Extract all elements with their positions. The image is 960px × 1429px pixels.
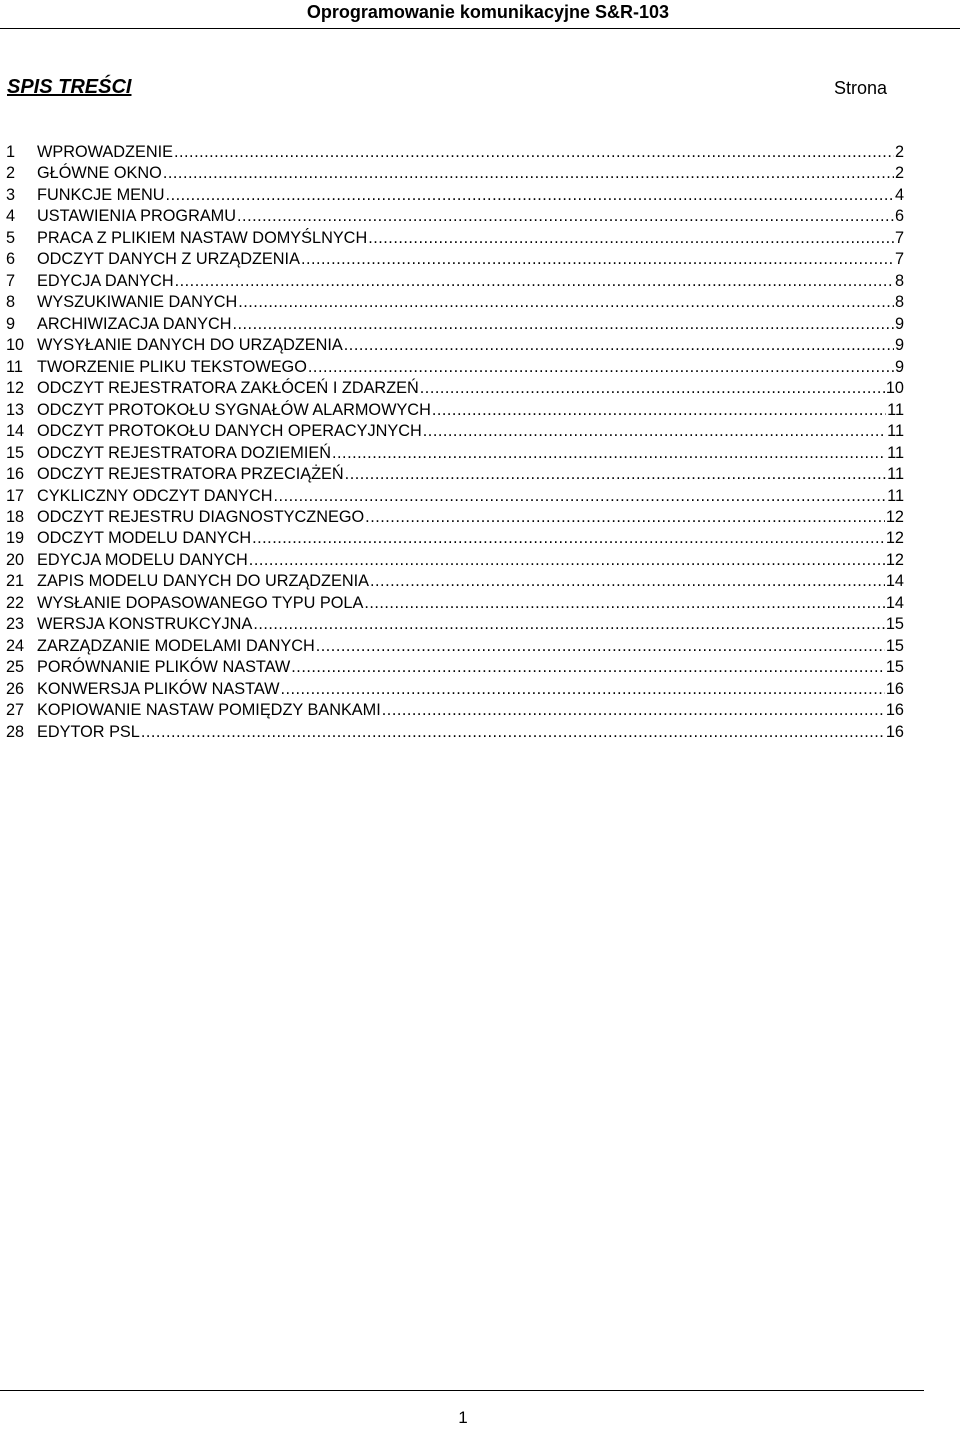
toc-entry-page: 7 bbox=[894, 228, 904, 247]
toc-entry[interactable] bbox=[6, 400, 904, 421]
toc-entry-title: ODCZYT MODELU DANYCH bbox=[37, 529, 252, 548]
toc-entry-leader bbox=[253, 614, 885, 635]
toc-entry-title: ODCZYT REJESTRATORA PRZECIĄŻEŃ bbox=[37, 465, 344, 484]
toc-entry[interactable] bbox=[6, 443, 904, 464]
toc-entry-title: ODCZYT REJESTRU DIAGNOSTYCZNEGO bbox=[37, 507, 365, 526]
toc-entry-leader bbox=[141, 722, 885, 743]
toc-entry-number: 27 bbox=[6, 701, 25, 720]
toc-entry-page: 12 bbox=[885, 550, 904, 569]
toc-entry-page: 9 bbox=[894, 357, 904, 376]
toc-entry-title: ODCZYT REJESTRATORA ZAKŁÓCEŃ I ZDARZEŃ bbox=[37, 379, 419, 398]
toc-page-column-label: Strona bbox=[834, 78, 888, 98]
toc-entry[interactable] bbox=[6, 722, 904, 743]
toc-entry-number: 22 bbox=[6, 593, 25, 612]
toc-entry-leader bbox=[365, 507, 885, 528]
toc-entry-number: 1 bbox=[6, 143, 16, 161]
toc-entry-title: ODCZYT DANYCH Z URZĄDZENIA bbox=[37, 250, 300, 269]
toc-entry[interactable] bbox=[6, 335, 904, 356]
toc-entry-page: 8 bbox=[894, 271, 904, 290]
toc-entry-title: KOPIOWANIE NASTAW POMIĘDZY BANKAMI bbox=[37, 701, 381, 720]
toc-entry[interactable] bbox=[6, 357, 904, 378]
toc-entry-page: 14 bbox=[885, 572, 904, 591]
toc-entry-number: 16 bbox=[6, 465, 25, 484]
toc-entry-page: 2 bbox=[894, 143, 904, 161]
footer-page-number: 1 bbox=[458, 1408, 468, 1427]
toc-entry-leader bbox=[423, 421, 886, 442]
toc-entry-title: TWORZENIE PLIKU TEKSTOWEGO bbox=[37, 357, 307, 376]
toc-entry-title: GŁÓWNE OKNO bbox=[37, 164, 162, 183]
toc-entry-leader bbox=[368, 228, 894, 249]
toc-entry-leader bbox=[316, 636, 885, 657]
toc-entry[interactable] bbox=[6, 292, 904, 313]
toc-entry-number: 19 bbox=[6, 529, 25, 548]
toc-entry-page: 16 bbox=[885, 679, 904, 698]
toc-entry-page: 2 bbox=[894, 164, 904, 183]
toc-entry-number: 21 bbox=[6, 572, 25, 591]
toc-entry[interactable] bbox=[6, 571, 904, 592]
toc-entry[interactable] bbox=[6, 314, 904, 335]
toc-entry[interactable] bbox=[6, 657, 904, 678]
toc-entry-number: 26 bbox=[6, 679, 25, 698]
toc-entry[interactable] bbox=[6, 163, 904, 184]
toc-entry[interactable] bbox=[6, 206, 904, 227]
toc-entry[interactable] bbox=[6, 421, 904, 442]
toc-entry-number: 25 bbox=[6, 658, 25, 677]
toc-entry-page: 12 bbox=[885, 529, 904, 548]
toc-entry-number: 6 bbox=[6, 250, 16, 269]
toc-entry-number: 5 bbox=[6, 228, 16, 247]
toc-entry[interactable] bbox=[6, 464, 904, 485]
toc-entry-leader bbox=[237, 206, 894, 227]
toc-entry-page: 16 bbox=[885, 701, 904, 720]
toc-entry[interactable] bbox=[6, 378, 904, 399]
toc-entry-title: WERSJA KONSTRUKCYJNA bbox=[37, 615, 253, 634]
toc-entry-leader bbox=[280, 679, 884, 700]
toc-entry[interactable] bbox=[6, 593, 904, 614]
toc-entry-page: 11 bbox=[887, 443, 904, 462]
toc-entry-title: FUNKCJE MENU bbox=[37, 185, 165, 204]
toc-entry-title: PRACA Z PLIKIEM NASTAW DOMYŚLNYCH bbox=[37, 228, 368, 247]
toc-entry-leader bbox=[364, 593, 885, 614]
toc-entry-leader bbox=[308, 357, 894, 378]
toc-entry[interactable] bbox=[6, 271, 904, 292]
toc-entry-page: 11 bbox=[887, 486, 904, 505]
toc-entry-title: ZARZĄDZANIE MODELAMI DANYCH bbox=[37, 636, 315, 655]
toc-entry-title: EDYCJA MODELU DANYCH bbox=[37, 550, 248, 569]
toc-entry[interactable] bbox=[6, 528, 904, 549]
toc-entry-title: EDYCJA DANYCH bbox=[37, 271, 174, 290]
toc-entry-leader bbox=[382, 700, 885, 721]
toc-entry-leader bbox=[252, 528, 885, 549]
toc-entry-title: ODCZYT PROTOKOŁU SYGNAŁÓW ALARMOWYCH bbox=[37, 400, 431, 419]
toc-entry[interactable] bbox=[6, 228, 904, 249]
toc-entry-page: 15 bbox=[885, 615, 904, 634]
toc-entry[interactable] bbox=[6, 249, 904, 270]
toc-entry-number: 20 bbox=[6, 550, 25, 569]
footer-divider bbox=[0, 1390, 924, 1391]
toc-entry-title: PORÓWNANIE PLIKÓW NASTAW bbox=[37, 658, 291, 677]
toc-entry[interactable] bbox=[6, 614, 904, 635]
toc-entry[interactable] bbox=[6, 550, 904, 571]
toc-entry-leader bbox=[274, 486, 887, 507]
toc-entry-leader bbox=[163, 163, 894, 184]
toc-entry-number: 8 bbox=[6, 293, 16, 312]
toc-entry-leader bbox=[249, 550, 885, 571]
toc-entry-number: 17 bbox=[6, 486, 25, 505]
toc-entry-page: 14 bbox=[885, 593, 904, 612]
toc-entry-leader bbox=[332, 443, 886, 464]
toc-entry-title: ZAPIS MODELU DANYCH DO URZĄDZENIA bbox=[37, 572, 369, 591]
toc-entry-leader bbox=[370, 571, 885, 592]
toc-entry-number: 13 bbox=[6, 400, 25, 419]
toc-entry-number: 2 bbox=[6, 164, 16, 183]
toc-entry-page: 9 bbox=[894, 314, 904, 333]
toc-entry-page: 6 bbox=[894, 207, 904, 226]
toc-entry-number: 28 bbox=[6, 722, 25, 741]
toc-entry-page: 11 bbox=[887, 422, 904, 441]
toc-entry-title: USTAWIENIA PROGRAMU bbox=[37, 207, 237, 226]
toc-entry-page: 4 bbox=[894, 185, 904, 204]
toc-entry-number: 3 bbox=[6, 185, 16, 204]
toc-entry-number: 23 bbox=[6, 615, 25, 634]
toc-entry-page: 7 bbox=[894, 250, 904, 269]
toc-entry-leader bbox=[432, 400, 886, 421]
toc-entry-page: 15 bbox=[885, 658, 904, 677]
toc-entry-leader bbox=[344, 335, 894, 356]
toc-entry[interactable] bbox=[6, 142, 904, 163]
toc-entry-page: 11 bbox=[887, 400, 904, 419]
toc-entry-leader bbox=[301, 249, 894, 270]
toc-entry-number: 7 bbox=[6, 271, 16, 290]
toc-entry[interactable] bbox=[6, 636, 904, 657]
toc-entry-number: 12 bbox=[6, 379, 25, 398]
toc-entry-leader bbox=[420, 378, 885, 399]
toc-entry-title: ODCZYT PROTOKOŁU DANYCH OPERACYJNYCH bbox=[37, 422, 422, 441]
toc-list bbox=[6, 142, 904, 743]
toc-entry-leader bbox=[238, 292, 894, 313]
toc-entry[interactable] bbox=[6, 507, 904, 528]
toc-heading: SPIS TREŚCI bbox=[7, 76, 132, 98]
toc-entry-page: 8 bbox=[894, 293, 904, 312]
toc-entry-page: 9 bbox=[894, 336, 904, 355]
toc-entry-leader bbox=[345, 464, 886, 485]
document-header-title: Oprogramowanie komunikacyjne S&R-103 bbox=[306, 2, 669, 22]
toc-entry-number: 18 bbox=[6, 507, 25, 526]
toc-entry-leader bbox=[291, 657, 885, 678]
toc-entry-number: 24 bbox=[6, 636, 25, 655]
toc-entry-title: WPROWADZENIE bbox=[37, 143, 173, 161]
toc-entry[interactable] bbox=[6, 700, 904, 721]
toc-entry-page: 11 bbox=[887, 465, 904, 484]
toc-entry-page: 12 bbox=[885, 507, 904, 526]
toc-entry-title: KONWERSJA PLIKÓW NASTAW bbox=[37, 679, 280, 698]
toc-entry-leader bbox=[232, 314, 893, 335]
toc-entry-title: CYKLICZNY ODCZYT DANYCH bbox=[37, 486, 273, 505]
toc-entry-title: WYSYŁANIE DANYCH DO URZĄDZENIA bbox=[37, 336, 343, 355]
toc-entry-leader bbox=[174, 142, 894, 163]
toc-entry[interactable] bbox=[6, 679, 904, 700]
toc-entry-number: 4 bbox=[6, 207, 16, 226]
header-divider bbox=[0, 28, 960, 29]
toc-entry-number: 14 bbox=[6, 422, 25, 441]
toc-entry-number: 15 bbox=[6, 443, 25, 462]
toc-entry-page: 16 bbox=[885, 722, 904, 741]
toc-entry-title: WYSZUKIWANIE DANYCH bbox=[37, 293, 238, 312]
toc-entry[interactable] bbox=[6, 185, 904, 206]
toc-entry-leader bbox=[166, 185, 894, 206]
toc-entry-title: ARCHIWIZACJA DANYCH bbox=[37, 314, 232, 333]
toc-entry-number: 10 bbox=[6, 336, 25, 355]
toc-entry-title: EDYTOR PSL bbox=[37, 722, 140, 741]
toc-entry-page: 15 bbox=[885, 636, 904, 655]
toc-entry[interactable] bbox=[6, 486, 904, 507]
toc-entry-number: 11 bbox=[6, 357, 23, 376]
toc-entry-title: ODCZYT REJESTRATORA DOZIEMIEŃ bbox=[37, 443, 331, 462]
toc-entry-title: WYSŁANIE DOPASOWANEGO TYPU POLA bbox=[37, 593, 364, 612]
toc-entry-page: 10 bbox=[885, 379, 904, 398]
toc-entry-leader bbox=[175, 271, 894, 292]
toc-entry-number: 9 bbox=[6, 314, 16, 333]
